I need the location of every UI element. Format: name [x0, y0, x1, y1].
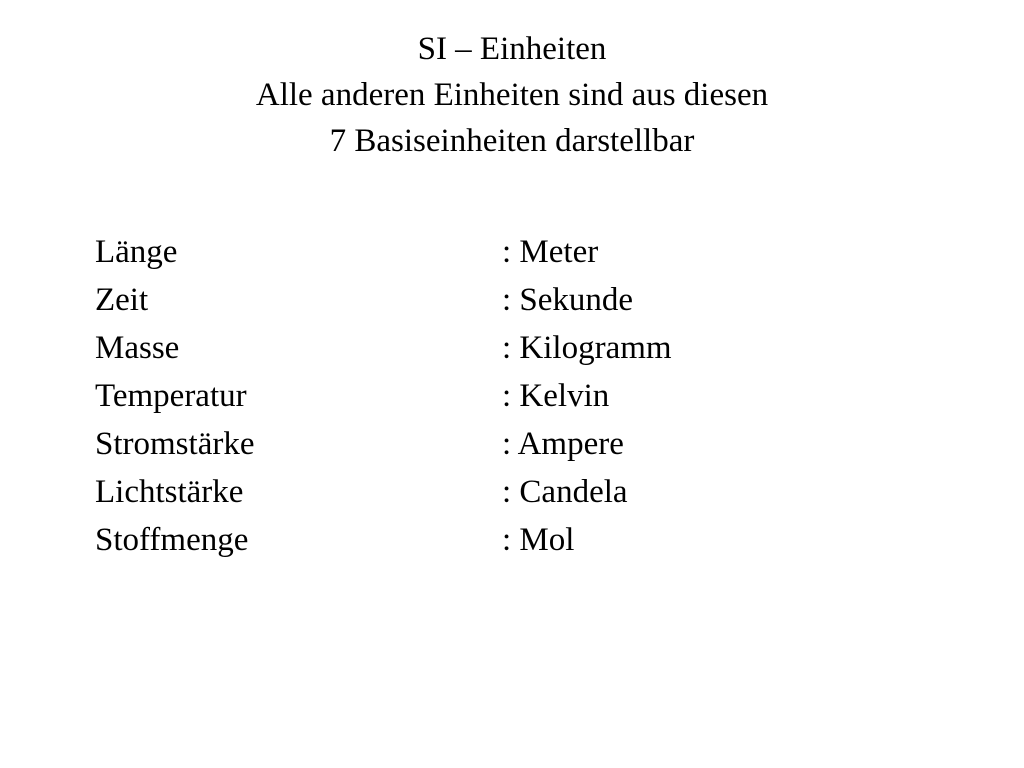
unit-row-temperature	[95, 372, 795, 420]
si-units-list	[95, 228, 795, 564]
quantity-label: Temperatur	[95, 378, 247, 414]
unit-row-amount-of-substance	[95, 516, 795, 564]
quantity-label: Masse	[95, 330, 180, 366]
unit-label: : Ampere	[502, 426, 624, 462]
unit-row-luminous-intensity	[95, 468, 795, 516]
unit-label: : Mol	[502, 522, 575, 558]
quantity-label: Stromstärke	[95, 426, 255, 462]
quantity-label: Lichtstärke	[95, 474, 244, 510]
quantity-label: Länge	[95, 234, 178, 270]
slide-title	[0, 26, 1024, 164]
unit-label: : Kilogramm	[502, 330, 672, 366]
title-line-2: Alle anderen Einheiten sind aus diesen	[255, 77, 769, 113]
unit-label: : Sekunde	[502, 282, 634, 318]
title-line-3: 7 Basiseinheiten darstellbar	[329, 123, 695, 159]
unit-row-length	[95, 228, 795, 276]
unit-row-current	[95, 420, 795, 468]
quantity-label: Stoffmenge	[95, 522, 249, 558]
unit-label: : Meter	[502, 234, 599, 270]
unit-label: : Kelvin	[502, 378, 610, 414]
unit-row-mass	[95, 324, 795, 372]
quantity-label: Zeit	[95, 282, 149, 318]
title-line-1: SI – Einheiten	[417, 31, 607, 67]
unit-row-time	[95, 276, 795, 324]
unit-label: : Candela	[502, 474, 628, 510]
